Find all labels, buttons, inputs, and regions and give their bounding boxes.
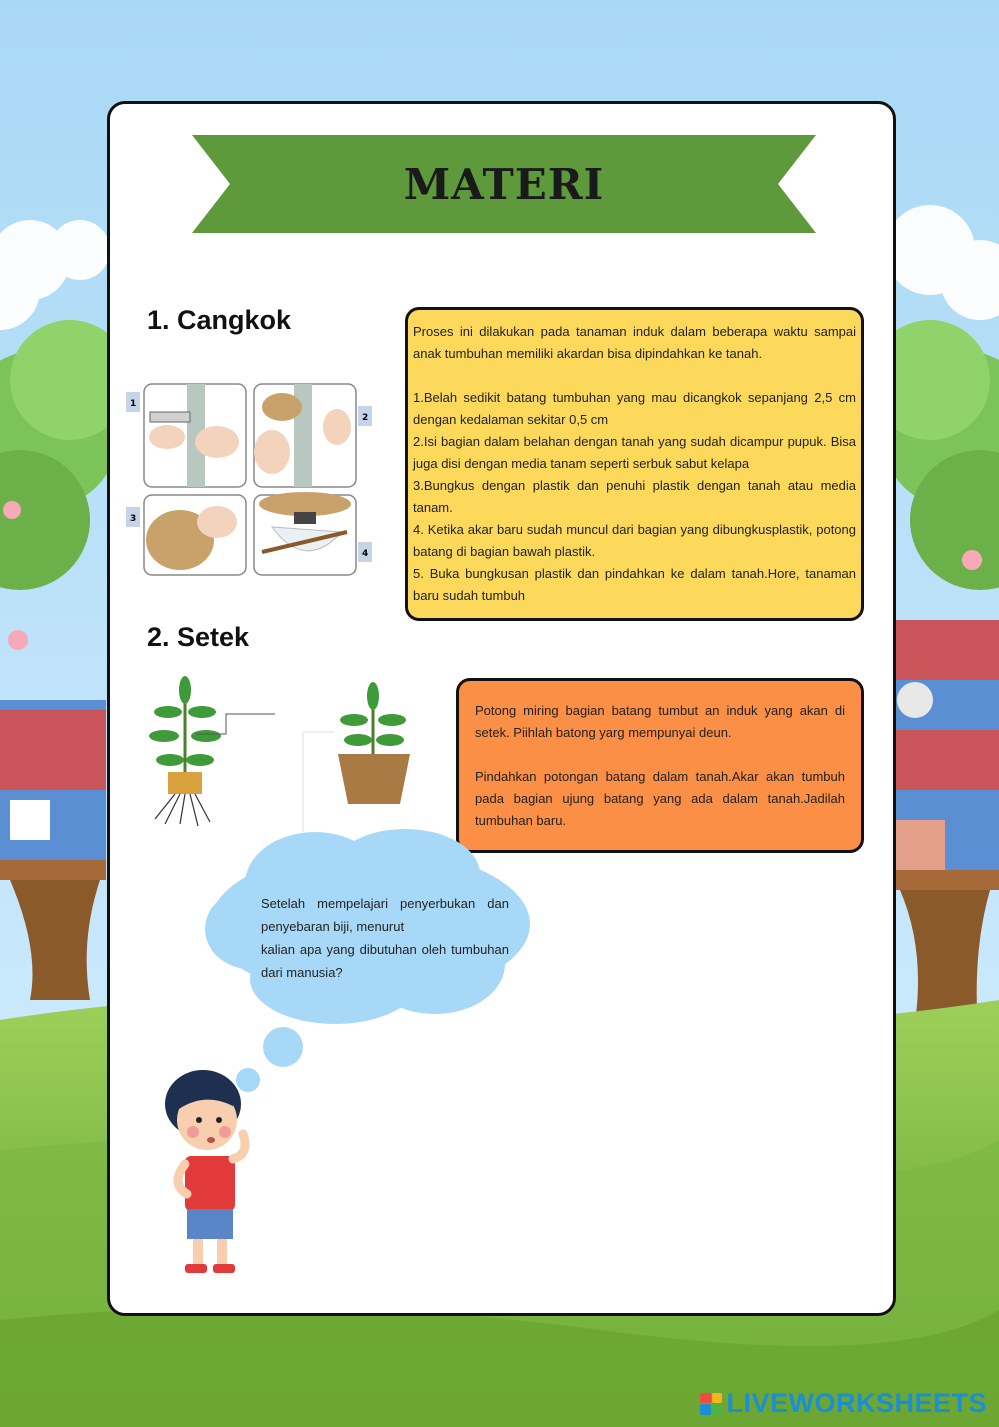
thinking-boy-illustration bbox=[145, 1064, 265, 1284]
cangkok-step-label: 3 bbox=[130, 514, 137, 524]
cangkok-step-4-text: 4. Ketika akar baru sudah muncul dari bagian yang dibungkusplastik, potong batang di bagian bawah plastik. bbox=[413, 522, 856, 559]
cangkok-step-label: 2 bbox=[362, 413, 369, 423]
cangkok-steps-illustration bbox=[122, 382, 378, 582]
setek-illustration bbox=[140, 674, 450, 834]
question-line-2: kalian apa yang dibutuhan oleh tumbuhan dari manusia? bbox=[261, 942, 509, 980]
cangkok-step-4-panel bbox=[254, 492, 372, 575]
cangkok-step-5-text: 5. Buka bungkusan plastik dan pindahkan ke dalam tanah.Hore, tanaman baru sudah tumbuh bbox=[413, 566, 856, 603]
cangkok-step-label: 4 bbox=[362, 549, 369, 559]
question-text bbox=[261, 892, 509, 984]
cangkok-step-label: 1 bbox=[130, 399, 137, 409]
cangkok-step-3-text: 3.Bungkus dengan plastik dan penuhi plastik dengan tanah atau media tanam. bbox=[413, 478, 856, 515]
cangkok-step-3-panel bbox=[126, 495, 246, 575]
setek-heading: 2. Setek bbox=[147, 622, 250, 652]
cangkok-heading: 1. Cangkok bbox=[147, 305, 292, 335]
liveworksheets-logo-icon bbox=[700, 1393, 722, 1415]
setek-paragraph-2: Pindahkan potongan batang dalam tanah.Akar akan tumbuh pada bagian ujung batang yang ada dalam tanah.Jadilah tumbuhan baru. bbox=[475, 769, 845, 828]
setek-mother-plant-icon bbox=[149, 676, 275, 826]
setek-description-box bbox=[456, 678, 864, 853]
setek-potted-plant-icon bbox=[338, 682, 410, 804]
cangkok-step-1-panel bbox=[126, 384, 246, 487]
cangkok-intro: Proses ini dilakukan pada tanaman induk dalam beberapa waktu sampai anak tumbuhan memiliki akardan bisa dipindahkan ke tanah. bbox=[413, 324, 856, 361]
page-title: MATERI bbox=[403, 159, 605, 209]
question-line-1: Setelah mempelajari penyerbukan dan penyebaran biji, menurut bbox=[261, 896, 509, 934]
setek-paragraph-1: Potong miring bagian batang tumbut an induk yang akan di setek. Piihlah batong yarg mempunyai deun. bbox=[475, 703, 845, 740]
watermark-text: LIVEWORKSHEETS bbox=[726, 1388, 987, 1418]
liveworksheets-watermark bbox=[700, 1388, 987, 1419]
cangkok-step-2-text: 2.Isi bagian dalam belahan dengan tanah yang sudah dicampur pupuk. Bisa juga disi dengan media tanam seperti serbuk sabut kelapa bbox=[413, 434, 856, 471]
cangkok-description-box bbox=[405, 307, 864, 621]
cangkok-step-1-text: 1.Belah sedikit batang tumbuhan yang mau dicangkok sepanjang 2,5 cm dengan kedalaman sekitar 0,5 cm bbox=[413, 390, 856, 427]
cangkok-step-2-panel bbox=[254, 384, 372, 487]
content-card bbox=[107, 101, 896, 1316]
